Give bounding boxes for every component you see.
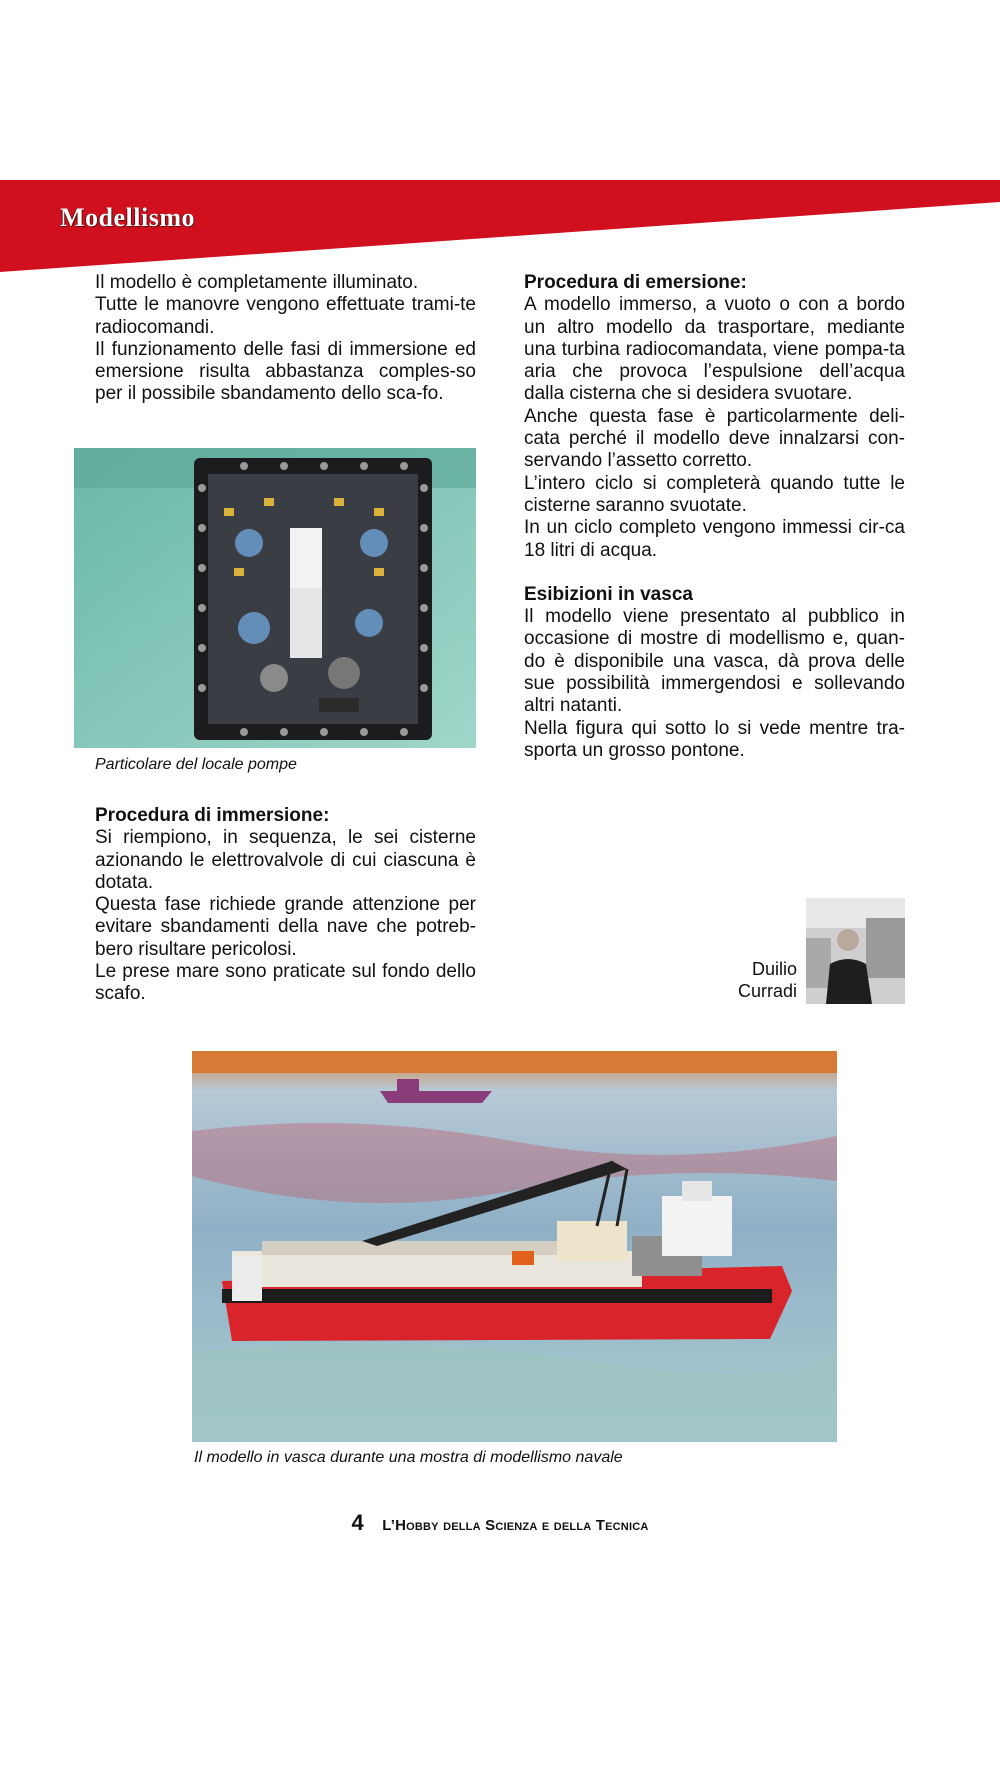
ship-model-photo [192,1051,837,1442]
intro-paragraph: Il modello è completamente illuminato. [95,272,419,293]
immersion-section [95,805,476,1006]
immersion-paragraph: Le prese mare sono praticate sul fondo dello scafo. [95,961,476,1005]
immersion-paragraph: Si riempiono, in sequenza, le sei cisterne azionando le elettrovalvole di cui ciascuna è dotata. [95,827,476,893]
intro-paragraph: Tutte le manovre vengono effettuate trami-te radiocomandi. [95,294,476,338]
section-title: Modellismo [60,203,195,232]
emersion-paragraph: A modello immerso, a vuoto o con a bordo un altro modello da trasportare, mediante una turbina radiocomandata, viene pompa-ta aria che provoca l’espulsione dell’acqua dalla cisterna che si desidera svuotare. [524,294,905,405]
emersion-paragraph: L’intero ciclo si completerà quando tutte le cisterne saranno svuotate. [524,472,905,516]
emersion-paragraph: Anche questa fase è particolarmente deli-cata perché il modello deve innalzarsi con-servando l’assetto corretto. [524,405,905,472]
immersion-paragraph: Questa fase richiede grande attenzione per evitare sbandamenti della nave che potreb-bero risultare pericolosi. [95,894,476,960]
immersion-heading: Procedura di immersione: [95,805,330,826]
author-name [700,958,797,1002]
pump-room-caption: Particolare del locale pompe [95,756,297,773]
exhibitions-paragraph: Nella figura qui sotto lo si vede mentre tra-sporta un grosso pontone. [524,717,905,761]
emersion-paragraph: In un ciclo completo vengono immessi cir-ca 18 litri di acqua. [524,517,905,561]
exhibitions-heading: Esibizioni in vasca [524,583,693,605]
right-column [524,272,905,762]
magazine-title: L’Hobby della Scienza e della Tecnica [382,1517,649,1534]
page-number: 4 [351,1510,364,1535]
intro-paragraph: Il funzionamento delle fasi di immersione ed emersione risulta abbastanza comples-so per il possibile sbandamento dello sca-fo. [95,338,476,405]
emersion-heading: Procedura di emersione: [524,272,747,293]
ship-model-caption: Il modello in vasca durante una mostra di modellismo navale [194,1449,623,1466]
author-photo [806,898,905,1004]
exhibitions-paragraph: Il modello viene presentato al pubblico in occasione di mostre di modellismo e, quan-do è disponibile una vasca, dà prova delle sue possibilità immergendosi e sollevando altri natanti. [524,606,905,717]
author-first-name: Duilio [751,959,797,979]
page-footer [0,1510,1000,1536]
intro-text [95,272,476,406]
pump-room-photo [74,448,476,748]
author-last-name: Curradi [737,981,797,1001]
